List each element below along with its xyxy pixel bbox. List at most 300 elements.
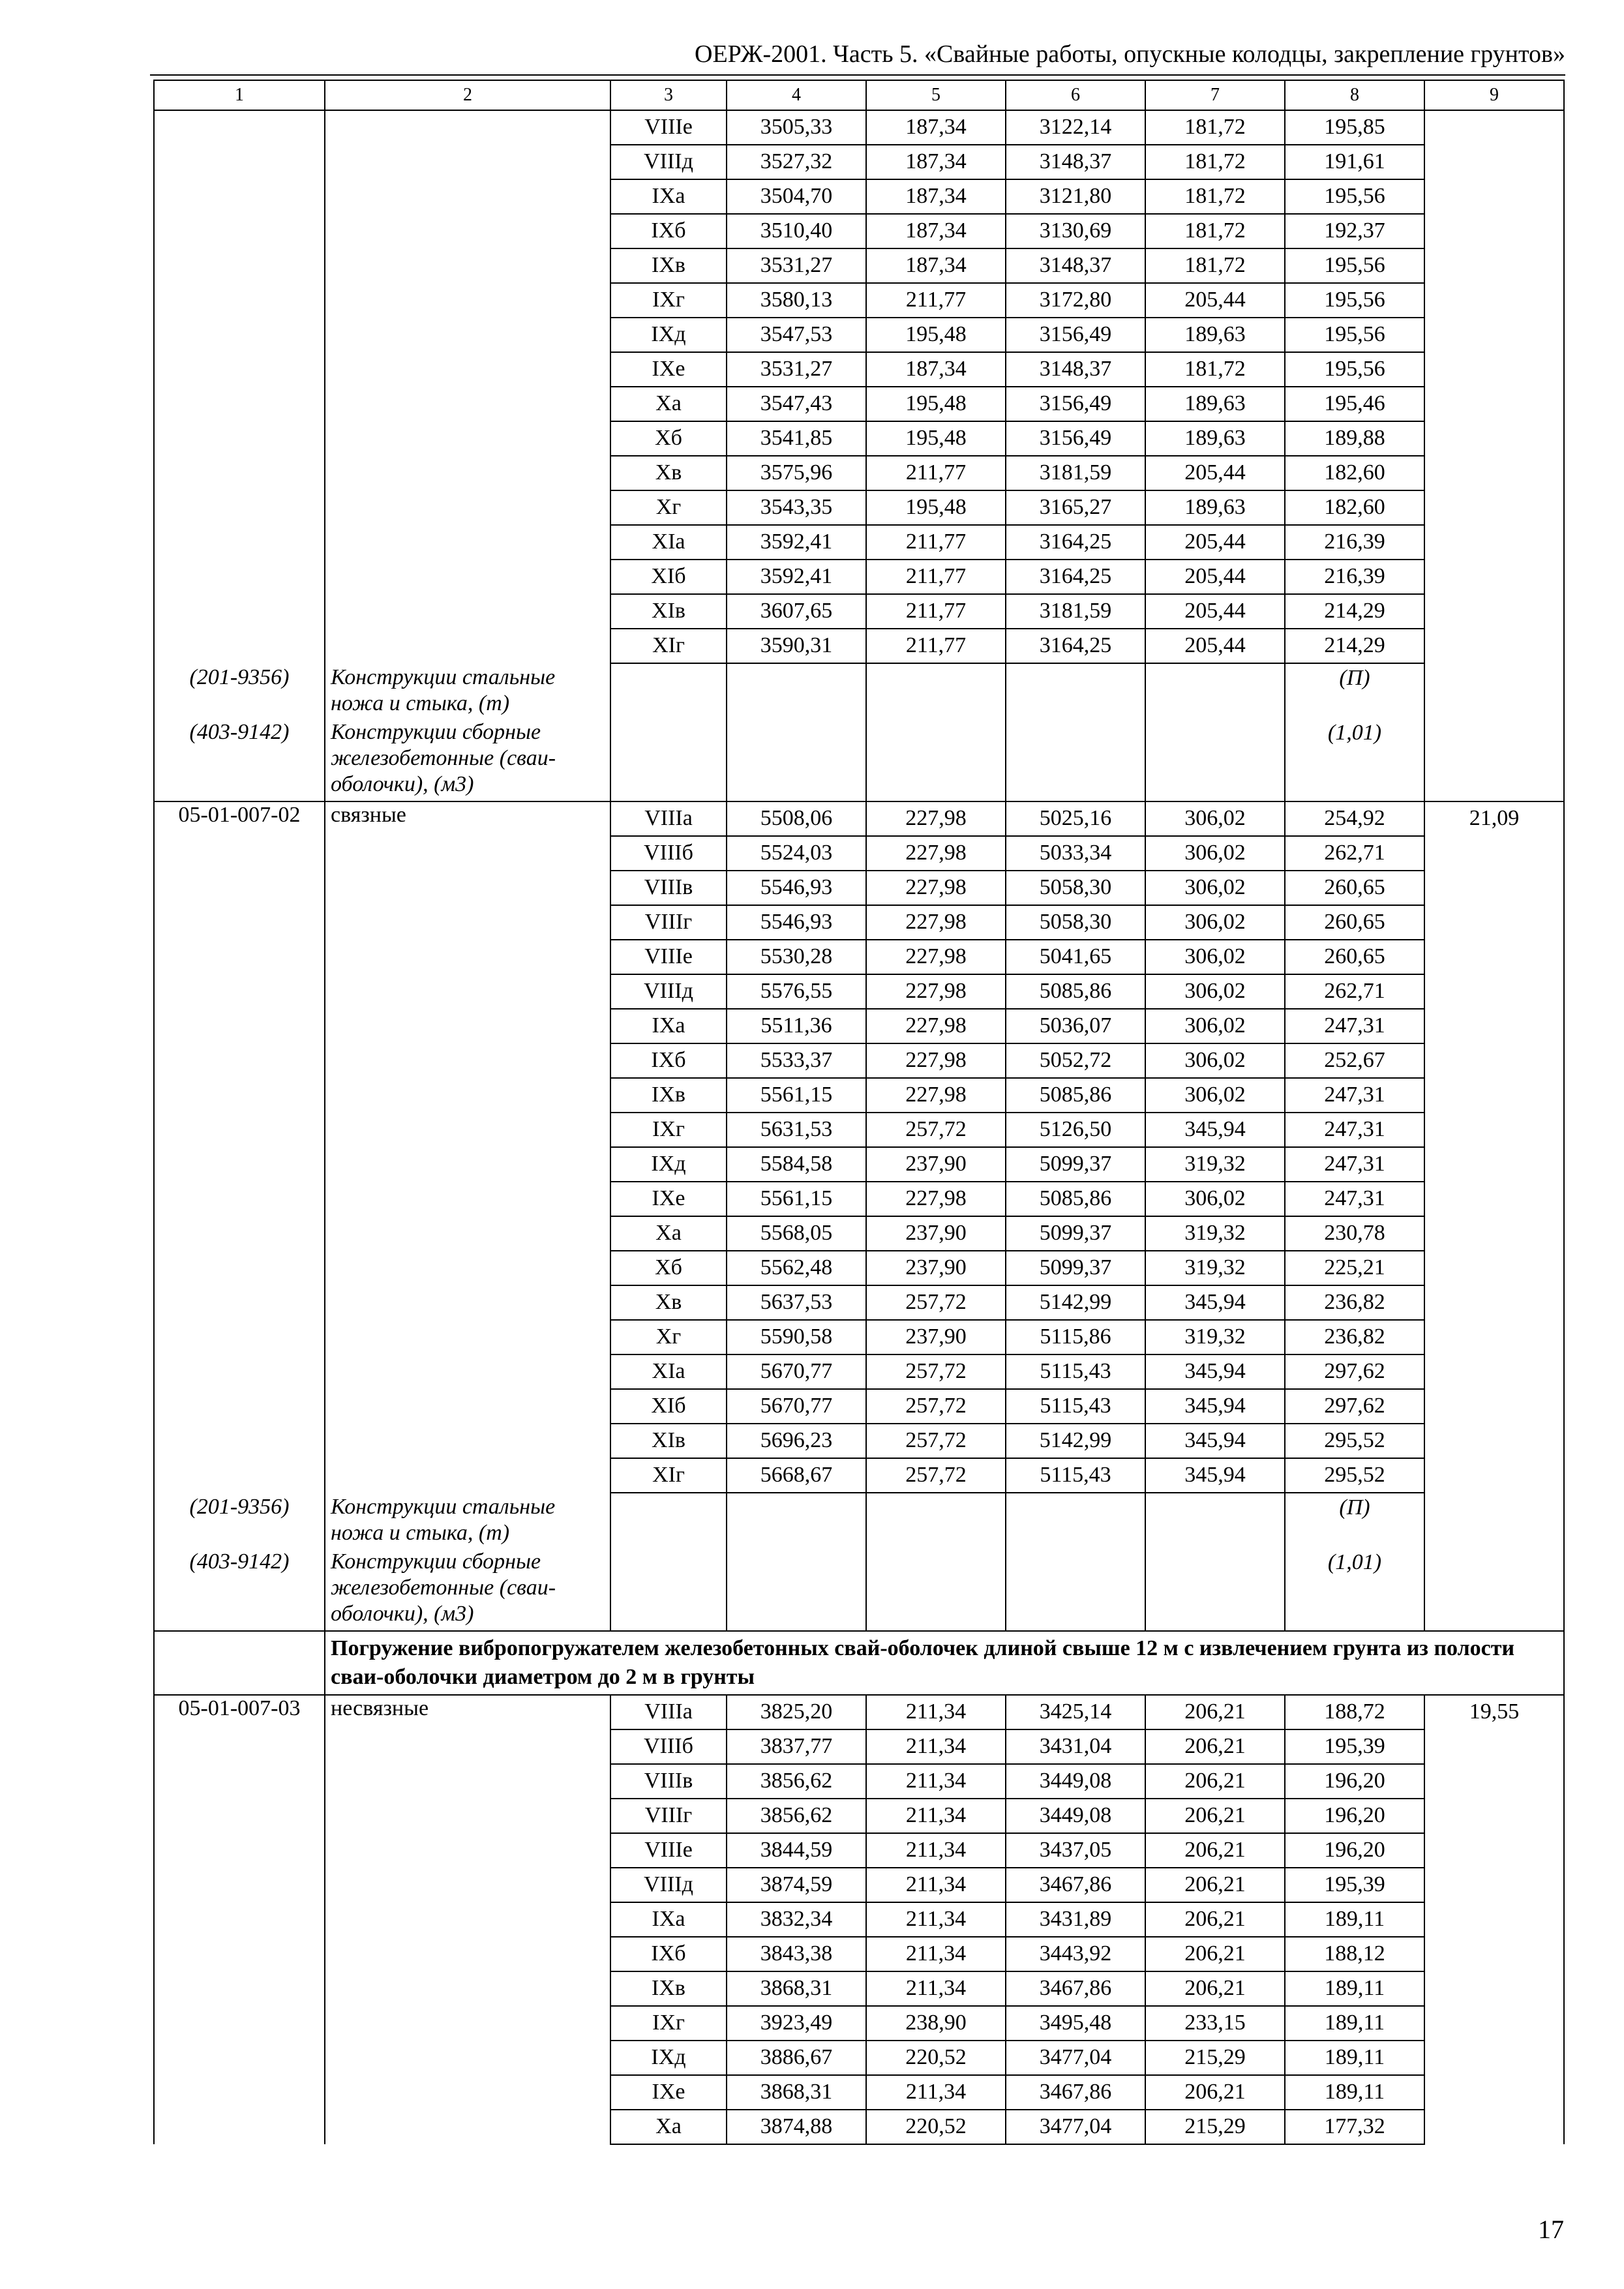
cell-col-7: 306,02 <box>1145 801 1285 836</box>
cell-col-7: 306,02 <box>1145 905 1285 940</box>
cell-col-6: 5099,37 <box>1006 1147 1145 1182</box>
cell-col-4: 3856,62 <box>727 1799 866 1833</box>
cell-col-3: IXв <box>610 1971 727 2006</box>
cell-col-4: 5670,77 <box>727 1354 866 1389</box>
cell-col-7: 181,72 <box>1145 110 1285 145</box>
cell-col-6: 5142,99 <box>1006 1424 1145 1458</box>
cell-col-6: 3121,80 <box>1006 179 1145 214</box>
cell-col-4: 3590,31 <box>727 629 866 663</box>
resource-names <box>325 1493 610 1631</box>
cell-col-8: 236,82 <box>1285 1320 1424 1354</box>
cell-col-7: 205,44 <box>1145 525 1285 560</box>
cell-col-5: 211,77 <box>866 525 1006 560</box>
cell-col-6: 3130,69 <box>1006 214 1145 248</box>
cell-col-8: 297,62 <box>1285 1389 1424 1424</box>
cell-col-7: 205,44 <box>1145 456 1285 490</box>
cell-col-5: 187,34 <box>866 145 1006 179</box>
cell-col-3: VIIIe <box>610 1833 727 1868</box>
cell-col-3: VIIIг <box>610 905 727 940</box>
cell-col-6: 3172,80 <box>1006 283 1145 318</box>
cell-col-4: 3547,43 <box>727 387 866 421</box>
resource-row <box>154 663 1564 801</box>
cell-col-8: 189,11 <box>1285 2006 1424 2041</box>
cell-col-3: VIIIe <box>610 110 727 145</box>
cell-col-5: 257,72 <box>866 1458 1006 1493</box>
cell-col-4: 5631,53 <box>727 1113 866 1147</box>
cell-col-3: Xб <box>610 1251 727 1285</box>
cell-col-6: 3164,25 <box>1006 560 1145 594</box>
cell-col-8: 188,12 <box>1285 1937 1424 1971</box>
cell-col-5: 211,34 <box>866 2075 1006 2110</box>
cell-col-6: 5052,72 <box>1006 1043 1145 1078</box>
cell-col-8: 189,11 <box>1285 2075 1424 2110</box>
cell-col-7: 206,21 <box>1145 1868 1285 1902</box>
cell-col-5: 220,52 <box>866 2110 1006 2144</box>
cell-col-6: 3443,92 <box>1006 1937 1145 1971</box>
cell-col-3: Xв <box>610 456 727 490</box>
section-title: Погружение вибропогружателем железобетонных свай-оболочек длиной свыше 12 м с извлечением грунта из полости сваи-оболочки диаметром до 2 м в грунты <box>325 1631 1564 1695</box>
cell-col-6: 5099,37 <box>1006 1251 1145 1285</box>
cell-col-3: IXe <box>610 352 727 387</box>
cell-col-3: IXa <box>610 1902 727 1937</box>
cell-col-8: 214,29 <box>1285 594 1424 629</box>
cell-col-5: 227,98 <box>866 836 1006 871</box>
cell-col-5: 187,34 <box>866 179 1006 214</box>
cell-col-3: IXд <box>610 318 727 352</box>
cell-col-3: Xa <box>610 1216 727 1251</box>
cell-col-6: 3122,14 <box>1006 110 1145 145</box>
empty-cell <box>154 1631 325 1695</box>
cell-col-5: 211,77 <box>866 594 1006 629</box>
cell-col-7: 345,94 <box>1145 1458 1285 1493</box>
cell-col-3: VIIIд <box>610 974 727 1009</box>
cell-col-5: 227,98 <box>866 974 1006 1009</box>
cell-col-7: 345,94 <box>1145 1354 1285 1389</box>
cell-col-3: IXa <box>610 1009 727 1043</box>
col-header: 4 <box>727 80 866 110</box>
cell-col-6: 3148,37 <box>1006 352 1145 387</box>
cell-col-3: XIг <box>610 629 727 663</box>
cell-col-4: 5696,23 <box>727 1424 866 1458</box>
cell-col-7: 206,21 <box>1145 1729 1285 1764</box>
cell-col-8: 189,11 <box>1285 2041 1424 2075</box>
cell-col-6: 3181,59 <box>1006 594 1145 629</box>
cell-col-4: 3874,59 <box>727 1868 866 1902</box>
cell-col-3: IXд <box>610 1147 727 1182</box>
cell-col-3: IXa <box>610 179 727 214</box>
cell-col-7: 215,29 <box>1145 2110 1285 2144</box>
cell-col-3: IXг <box>610 1113 727 1147</box>
cell-col-4: 3874,88 <box>727 2110 866 2144</box>
cell-col-5: 257,72 <box>866 1285 1006 1320</box>
resource-value: (П) <box>1339 666 1370 690</box>
cell-col-5: 257,72 <box>866 1424 1006 1458</box>
cell-col-4: 5546,93 <box>727 871 866 905</box>
cell-col-4: 3837,77 <box>727 1729 866 1764</box>
cell-col-3: XIб <box>610 1389 727 1424</box>
cell-col-7: 306,02 <box>1145 1043 1285 1078</box>
cell-col-6: 3449,08 <box>1006 1799 1145 1833</box>
cell-col-6: 3156,49 <box>1006 387 1145 421</box>
page-number: 17 <box>1538 2215 1564 2244</box>
cell-col-4: 3886,67 <box>727 2041 866 2075</box>
cell-col-5: 237,90 <box>866 1251 1006 1285</box>
resource-name: Конструкции сборные железобетонные (сваи-оболочки), (м3) <box>331 1549 556 1626</box>
cell-col-5: 187,34 <box>866 110 1006 145</box>
cell-col-6: 3437,05 <box>1006 1833 1145 1868</box>
cell-col-6: 3467,86 <box>1006 1868 1145 1902</box>
cell-col-4: 5576,55 <box>727 974 866 1009</box>
cell-col-4: 3531,27 <box>727 352 866 387</box>
cell-col-5: 195,48 <box>866 490 1006 525</box>
cell-col-8: 216,39 <box>1285 560 1424 594</box>
empty-cell <box>1145 663 1285 801</box>
cell-col-7: 181,72 <box>1145 214 1285 248</box>
empty-cell <box>610 663 727 801</box>
cell-col-8: 254,92 <box>1285 801 1424 836</box>
cell-col-6: 5025,16 <box>1006 801 1145 836</box>
cell-col-3: VIIIд <box>610 145 727 179</box>
cell-col-3: VIIIг <box>610 1799 727 1833</box>
cell-col-3: IXг <box>610 283 727 318</box>
cell-col-7: 206,21 <box>1145 1833 1285 1868</box>
cell-col-5: 195,48 <box>866 318 1006 352</box>
empty-cell <box>866 1493 1006 1631</box>
cell-col-3: VIIIв <box>610 1764 727 1799</box>
cell-col-7: 306,02 <box>1145 1009 1285 1043</box>
col-header: 6 <box>1006 80 1145 110</box>
cell-col-6: 5085,86 <box>1006 1078 1145 1113</box>
rate-col9 <box>1424 110 1564 801</box>
cell-col-4: 3543,35 <box>727 490 866 525</box>
cell-col-3: IXг <box>610 2006 727 2041</box>
cell-col-8: 188,72 <box>1285 1695 1424 1729</box>
cell-col-6: 3164,25 <box>1006 629 1145 663</box>
empty-cell <box>866 663 1006 801</box>
cell-col-5: 195,48 <box>866 421 1006 456</box>
cell-col-3: VIIIe <box>610 940 727 974</box>
cell-col-8: 260,65 <box>1285 905 1424 940</box>
col-header: 7 <box>1145 80 1285 110</box>
cell-col-3: Xг <box>610 490 727 525</box>
cell-col-4: 5533,37 <box>727 1043 866 1078</box>
cell-col-4: 3923,49 <box>727 2006 866 2041</box>
cell-col-8: 260,65 <box>1285 871 1424 905</box>
cell-col-7: 181,72 <box>1145 352 1285 387</box>
cell-col-6: 5126,50 <box>1006 1113 1145 1147</box>
cell-col-4: 5637,53 <box>727 1285 866 1320</box>
cell-col-6: 3156,49 <box>1006 318 1145 352</box>
empty-cell <box>727 1493 866 1631</box>
cell-col-5: 211,34 <box>866 1902 1006 1937</box>
cell-col-6: 5041,65 <box>1006 940 1145 974</box>
resource-values <box>1285 663 1424 801</box>
cell-col-5: 187,34 <box>866 352 1006 387</box>
cell-col-8: 196,20 <box>1285 1799 1424 1833</box>
cell-col-5: 211,34 <box>866 1729 1006 1764</box>
cell-col-5: 211,77 <box>866 456 1006 490</box>
cell-col-7: 189,63 <box>1145 318 1285 352</box>
cell-col-6: 5058,30 <box>1006 871 1145 905</box>
cell-col-7: 181,72 <box>1145 248 1285 283</box>
cell-col-8: 195,56 <box>1285 248 1424 283</box>
cell-col-3: IXд <box>610 2041 727 2075</box>
cell-col-3: VIIIa <box>610 801 727 836</box>
cell-col-7: 189,63 <box>1145 387 1285 421</box>
col-header: 5 <box>866 80 1006 110</box>
cell-col-8: 195,39 <box>1285 1868 1424 1902</box>
resource-row <box>154 1493 1564 1631</box>
cell-col-8: 195,56 <box>1285 283 1424 318</box>
cell-col-8: 214,29 <box>1285 629 1424 663</box>
cell-col-4: 3868,31 <box>727 1971 866 2006</box>
empty-cell <box>1006 1493 1145 1631</box>
cell-col-3: IXв <box>610 248 727 283</box>
cell-col-5: 237,90 <box>866 1320 1006 1354</box>
cell-col-7: 215,29 <box>1145 2041 1285 2075</box>
rate-col9: 21,09 <box>1424 801 1564 1631</box>
cell-col-7: 319,32 <box>1145 1251 1285 1285</box>
cell-col-4: 5561,15 <box>727 1182 866 1216</box>
cell-col-4: 3825,20 <box>727 1695 866 1729</box>
cell-col-3: IXe <box>610 2075 727 2110</box>
cell-col-5: 227,98 <box>866 905 1006 940</box>
cell-col-6: 5142,99 <box>1006 1285 1145 1320</box>
cell-col-6: 5099,37 <box>1006 1216 1145 1251</box>
cell-col-3: VIIIa <box>610 1695 727 1729</box>
cell-col-3: VIIIб <box>610 1729 727 1764</box>
cell-col-4: 3580,13 <box>727 283 866 318</box>
rate-name <box>325 110 610 663</box>
cell-col-4: 3510,40 <box>727 214 866 248</box>
cell-col-4: 3504,70 <box>727 179 866 214</box>
cell-col-5: 211,77 <box>866 560 1006 594</box>
cell-col-8: 177,32 <box>1285 2110 1424 2144</box>
cell-col-6: 3467,86 <box>1006 2075 1145 2110</box>
cell-col-4: 5508,06 <box>727 801 866 836</box>
cell-col-6: 3467,86 <box>1006 1971 1145 2006</box>
cell-col-7: 306,02 <box>1145 1182 1285 1216</box>
cell-col-4: 3592,41 <box>727 525 866 560</box>
cell-col-6: 3431,04 <box>1006 1729 1145 1764</box>
page-header: ОЕРЖ-2001. Часть 5. «Свайные работы, опускные колодцы, закрепление грунтов» <box>695 40 1565 68</box>
cell-col-4: 3856,62 <box>727 1764 866 1799</box>
col-header: 8 <box>1285 80 1424 110</box>
empty-cell <box>610 1493 727 1631</box>
resource-code: (201-9356) <box>189 1495 290 1519</box>
cell-col-5: 257,72 <box>866 1354 1006 1389</box>
cell-col-6: 3164,25 <box>1006 525 1145 560</box>
cell-col-3: IXб <box>610 214 727 248</box>
cell-col-5: 187,34 <box>866 248 1006 283</box>
cell-col-6: 5115,86 <box>1006 1320 1145 1354</box>
cell-col-4: 5561,15 <box>727 1078 866 1113</box>
cell-col-6: 3148,37 <box>1006 248 1145 283</box>
cell-col-7: 206,21 <box>1145 1799 1285 1833</box>
cell-col-6: 5085,86 <box>1006 974 1145 1009</box>
cell-col-7: 206,21 <box>1145 1937 1285 1971</box>
cell-col-4: 3527,32 <box>727 145 866 179</box>
rate-name: связные <box>325 801 610 1493</box>
cell-col-4: 3592,41 <box>727 560 866 594</box>
cell-col-3: Xб <box>610 421 727 456</box>
resource-code: (403-9142) <box>189 1549 290 1574</box>
rate-code: 05-01-007-02 <box>154 801 325 1493</box>
cell-col-4: 3575,96 <box>727 456 866 490</box>
cell-col-8: 236,82 <box>1285 1285 1424 1320</box>
cell-col-3: Xa <box>610 2110 727 2144</box>
cell-col-8: 262,71 <box>1285 974 1424 1009</box>
resource-name: Конструкции стальные ножа и стыка, (т) <box>331 665 556 715</box>
cell-col-4: 5584,58 <box>727 1147 866 1182</box>
cell-col-4: 5511,36 <box>727 1009 866 1043</box>
column-number-row <box>154 80 1564 110</box>
cell-col-3: Xв <box>610 1285 727 1320</box>
cell-col-8: 195,56 <box>1285 318 1424 352</box>
cell-col-7: 319,32 <box>1145 1147 1285 1182</box>
cell-col-7: 205,44 <box>1145 629 1285 663</box>
cell-col-8: 182,60 <box>1285 456 1424 490</box>
cell-col-7: 205,44 <box>1145 594 1285 629</box>
cell-col-7: 345,94 <box>1145 1113 1285 1147</box>
cell-col-7: 206,21 <box>1145 1695 1285 1729</box>
cell-col-3: XIб <box>610 560 727 594</box>
cell-col-3: XIa <box>610 525 727 560</box>
cell-col-5: 227,98 <box>866 801 1006 836</box>
cell-col-8: 195,39 <box>1285 1729 1424 1764</box>
cell-col-8: 195,46 <box>1285 387 1424 421</box>
cell-col-7: 345,94 <box>1145 1424 1285 1458</box>
cell-col-3: XIг <box>610 1458 727 1493</box>
col-header: 2 <box>325 80 610 110</box>
cell-col-5: 187,34 <box>866 214 1006 248</box>
cell-col-3: IXв <box>610 1078 727 1113</box>
cell-col-3: XIв <box>610 1424 727 1458</box>
cell-col-7: 181,72 <box>1145 179 1285 214</box>
cell-col-8: 295,52 <box>1285 1424 1424 1458</box>
cell-col-5: 211,77 <box>866 283 1006 318</box>
empty-cell <box>1006 663 1145 801</box>
cell-col-6: 3148,37 <box>1006 145 1145 179</box>
cell-col-3: XIв <box>610 594 727 629</box>
cell-col-7: 345,94 <box>1145 1389 1285 1424</box>
cell-col-8: 262,71 <box>1285 836 1424 871</box>
col-header: 9 <box>1424 80 1564 110</box>
cell-col-6: 5058,30 <box>1006 905 1145 940</box>
cell-col-5: 257,72 <box>866 1389 1006 1424</box>
cell-col-5: 257,72 <box>866 1113 1006 1147</box>
cell-col-7: 306,02 <box>1145 871 1285 905</box>
cell-col-4: 3843,38 <box>727 1937 866 1971</box>
cell-col-8: 196,20 <box>1285 1764 1424 1799</box>
cell-col-6: 3165,27 <box>1006 490 1145 525</box>
cell-col-5: 211,34 <box>866 1799 1006 1833</box>
cell-col-7: 233,15 <box>1145 2006 1285 2041</box>
cell-col-4: 3844,59 <box>727 1833 866 1868</box>
cell-col-8: 295,52 <box>1285 1458 1424 1493</box>
resource-value: (1,01) <box>1327 721 1382 745</box>
cell-col-4: 5530,28 <box>727 940 866 974</box>
cell-col-3: IXe <box>610 1182 727 1216</box>
resource-name: Конструкции сборные железобетонные (сваи-оболочки), (м3) <box>331 720 556 796</box>
resource-name: Конструкции стальные ножа и стыка, (т) <box>331 1495 556 1545</box>
cell-col-8: 216,39 <box>1285 525 1424 560</box>
cell-col-5: 227,98 <box>866 1009 1006 1043</box>
cell-col-4: 5524,03 <box>727 836 866 871</box>
cell-col-8: 247,31 <box>1285 1113 1424 1147</box>
cell-col-5: 238,90 <box>866 2006 1006 2041</box>
cell-col-5: 211,34 <box>866 1937 1006 1971</box>
cell-col-6: 5033,34 <box>1006 836 1145 871</box>
cell-col-6: 5036,07 <box>1006 1009 1145 1043</box>
cell-col-6: 5115,43 <box>1006 1458 1145 1493</box>
cell-col-8: 195,85 <box>1285 110 1424 145</box>
resource-codes <box>154 1493 325 1631</box>
cell-col-8: 225,21 <box>1285 1251 1424 1285</box>
cell-col-7: 189,63 <box>1145 421 1285 456</box>
cell-col-5: 227,98 <box>866 1182 1006 1216</box>
cell-col-5: 237,90 <box>866 1216 1006 1251</box>
col-header: 1 <box>154 80 325 110</box>
cell-col-3: VIIIв <box>610 871 727 905</box>
resource-codes <box>154 663 325 801</box>
cell-col-6: 3181,59 <box>1006 456 1145 490</box>
cell-col-3: VIIIб <box>610 836 727 871</box>
cell-col-4: 3505,33 <box>727 110 866 145</box>
cell-col-8: 247,31 <box>1285 1009 1424 1043</box>
col-header: 3 <box>610 80 727 110</box>
cell-col-4: 3531,27 <box>727 248 866 283</box>
cell-col-8: 247,31 <box>1285 1078 1424 1113</box>
cell-col-5: 237,90 <box>866 1147 1006 1182</box>
cell-col-8: 189,11 <box>1285 1971 1424 2006</box>
cell-col-3: XIa <box>610 1354 727 1389</box>
cell-col-5: 227,98 <box>866 1043 1006 1078</box>
cell-col-4: 5668,67 <box>727 1458 866 1493</box>
cell-col-5: 227,98 <box>866 871 1006 905</box>
cell-col-8: 260,65 <box>1285 940 1424 974</box>
cell-col-6: 3477,04 <box>1006 2041 1145 2075</box>
cell-col-6: 3477,04 <box>1006 2110 1145 2144</box>
cell-col-8: 252,67 <box>1285 1043 1424 1078</box>
table-row <box>154 801 1564 836</box>
cell-col-7: 345,94 <box>1145 1285 1285 1320</box>
resource-value: (П) <box>1339 1495 1370 1519</box>
cell-col-6: 5115,43 <box>1006 1389 1145 1424</box>
cell-col-8: 195,56 <box>1285 179 1424 214</box>
cell-col-6: 5115,43 <box>1006 1354 1145 1389</box>
cell-col-6: 3431,89 <box>1006 1902 1145 1937</box>
rates-table <box>153 80 1565 2145</box>
cell-col-3: IXб <box>610 1937 727 1971</box>
cell-col-5: 220,52 <box>866 2041 1006 2075</box>
resource-value: (1,01) <box>1327 1550 1382 1574</box>
cell-col-4: 5590,58 <box>727 1320 866 1354</box>
cell-col-8: 195,56 <box>1285 352 1424 387</box>
cell-col-5: 211,34 <box>866 1833 1006 1868</box>
table-body <box>154 80 1564 2144</box>
cell-col-7: 319,32 <box>1145 1320 1285 1354</box>
cell-col-7: 205,44 <box>1145 560 1285 594</box>
resource-code: (201-9356) <box>189 665 290 689</box>
cell-col-7: 189,63 <box>1145 490 1285 525</box>
cell-col-6: 3449,08 <box>1006 1764 1145 1799</box>
cell-col-8: 230,78 <box>1285 1216 1424 1251</box>
cell-col-4: 3541,85 <box>727 421 866 456</box>
cell-col-6: 3495,48 <box>1006 2006 1145 2041</box>
cell-col-7: 206,21 <box>1145 1971 1285 2006</box>
header-rule <box>150 74 1565 76</box>
